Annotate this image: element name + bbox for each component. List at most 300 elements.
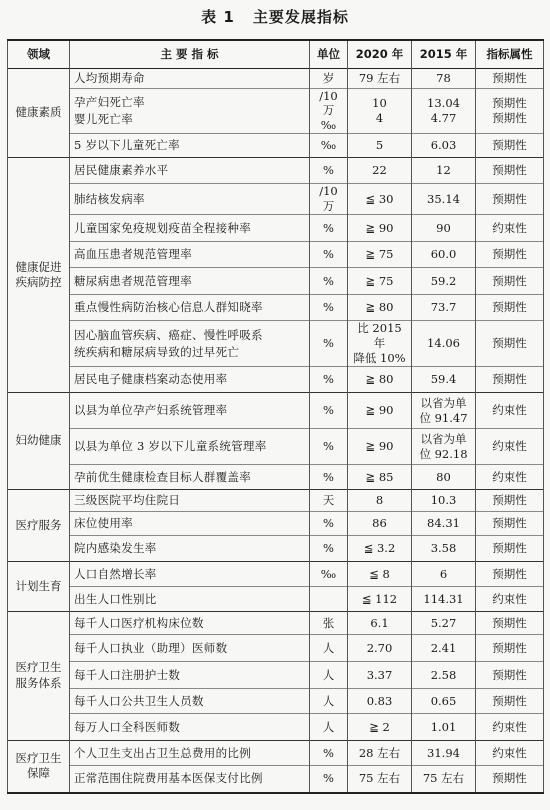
attribute-cell-line: 预期性 bbox=[492, 247, 527, 262]
indicator-cell bbox=[70, 184, 310, 215]
attribute-cell-line: 预期性 bbox=[492, 372, 527, 387]
attribute-cell bbox=[476, 490, 544, 512]
unit-cell bbox=[310, 321, 348, 367]
value-2020-cell bbox=[348, 134, 412, 158]
indicator-cell bbox=[70, 158, 310, 184]
table-row bbox=[8, 635, 544, 662]
value-2015-cell-line: 60.0 bbox=[430, 247, 457, 262]
table-row bbox=[8, 367, 544, 393]
indicator-cell-line: 重点慢性病防治核心信息人群知晓率 bbox=[74, 300, 263, 315]
unit-cell bbox=[310, 242, 348, 268]
unit-cell-line: % bbox=[323, 336, 334, 351]
value-2020-cell-line: ≧ 85 bbox=[365, 469, 394, 484]
indicator-cell-line: 每千人口医疗机构床位数 bbox=[74, 615, 204, 630]
value-2015-cell-line: 78 bbox=[436, 70, 451, 85]
value-2020-cell-line: 3.37 bbox=[366, 667, 393, 682]
value-2020-cell-line: ≧ 90 bbox=[365, 403, 394, 418]
indicator-cell-line: 院内感染发生率 bbox=[74, 541, 157, 556]
table-row bbox=[8, 536, 544, 562]
attribute-cell-line: 预期性 bbox=[492, 667, 527, 682]
value-2015-cell-line: 位 92.18 bbox=[419, 446, 468, 461]
domain-label-line2: 服务体系 bbox=[15, 676, 62, 690]
unit-cell bbox=[310, 766, 348, 793]
value-2015-cell bbox=[412, 242, 476, 268]
attribute-cell bbox=[476, 184, 544, 215]
attribute-cell-line: 预期性 bbox=[492, 163, 527, 178]
attribute-cell-line: 预期性 bbox=[492, 541, 527, 556]
value-2015-cell-line: 35.14 bbox=[427, 191, 460, 206]
indicator-cell bbox=[70, 741, 310, 766]
domain-cell bbox=[8, 490, 70, 562]
unit-cell bbox=[310, 714, 348, 741]
table-row bbox=[8, 465, 544, 490]
attribute-cell bbox=[476, 536, 544, 562]
value-2020-cell-line: 0.83 bbox=[366, 693, 393, 708]
value-2020-cell-line: ≦ 112 bbox=[361, 591, 398, 606]
attribute-cell bbox=[476, 429, 544, 465]
attribute-cell-line: 约束性 bbox=[492, 719, 527, 734]
indicator-cell bbox=[70, 134, 310, 158]
value-2015-cell-line: 2.58 bbox=[430, 667, 457, 682]
table-row bbox=[8, 587, 544, 612]
value-2015-cell bbox=[412, 635, 476, 662]
indicator-cell-line: 人均预期寿命 bbox=[74, 70, 145, 85]
value-2015-cell-line: 84.31 bbox=[427, 516, 460, 531]
indicator-cell bbox=[70, 714, 310, 741]
indicator-cell bbox=[70, 766, 310, 793]
attribute-cell bbox=[476, 134, 544, 158]
unit-cell bbox=[310, 367, 348, 393]
header-domain: 领域 bbox=[8, 40, 70, 68]
attribute-cell bbox=[476, 612, 544, 635]
value-2020-cell bbox=[348, 215, 412, 242]
attribute-cell bbox=[476, 215, 544, 242]
indicators-table bbox=[7, 39, 544, 794]
value-2020-cell-line: ≦ 3.2 bbox=[363, 541, 396, 556]
unit-cell bbox=[310, 88, 348, 134]
value-2020-cell-line: 75 左右 bbox=[358, 771, 401, 786]
value-2015-cell-line: 14.06 bbox=[427, 336, 460, 351]
value-2015-cell-line: 5.27 bbox=[430, 615, 457, 630]
domain-cell bbox=[8, 741, 70, 793]
table-row bbox=[8, 429, 544, 465]
table-title bbox=[0, 6, 550, 27]
value-2015-cell bbox=[412, 367, 476, 393]
indicator-cell bbox=[70, 268, 310, 295]
value-2015-cell-line: 6.03 bbox=[430, 138, 457, 153]
value-2015-cell bbox=[412, 741, 476, 766]
attribute-cell-line: 预期性 bbox=[492, 336, 527, 351]
value-2020-cell-line: 28 左右 bbox=[358, 745, 401, 760]
table-row bbox=[8, 321, 544, 367]
unit-cell bbox=[310, 536, 348, 562]
unit-cell bbox=[310, 134, 348, 158]
value-2020-cell bbox=[348, 184, 412, 215]
attribute-cell-line: 约束性 bbox=[492, 220, 527, 235]
table-row bbox=[8, 242, 544, 268]
unit-cell bbox=[310, 741, 348, 766]
indicator-cell bbox=[70, 393, 310, 429]
table-row bbox=[8, 158, 544, 184]
header-2020: 2020 年 bbox=[348, 40, 412, 68]
indicator-cell bbox=[70, 242, 310, 268]
unit-cell-line: ‰ bbox=[320, 118, 337, 133]
indicator-cell-line: 居民电子健康档案动态使用率 bbox=[74, 372, 228, 387]
value-2015-cell-line: 1.01 bbox=[430, 719, 457, 734]
indicator-cell bbox=[70, 512, 310, 536]
domain-label: 医疗卫生 bbox=[15, 660, 62, 675]
indicator-cell bbox=[70, 536, 310, 562]
domain-label: 健康促进 bbox=[15, 259, 62, 274]
value-2015-cell-line: 80 bbox=[436, 469, 451, 484]
indicator-cell bbox=[70, 68, 310, 88]
attribute-cell bbox=[476, 562, 544, 587]
header-attribute: 指标属性 bbox=[476, 40, 544, 68]
attribute-cell-line: 预期性 bbox=[492, 615, 527, 630]
value-2020-cell bbox=[348, 490, 412, 512]
unit-cell-line: ‰ bbox=[320, 566, 337, 581]
value-2015-cell-line: 6 bbox=[439, 566, 448, 581]
value-2020-cell-line: ≧ 90 bbox=[365, 439, 394, 454]
value-2020-cell-line: ≧ 75 bbox=[365, 247, 394, 262]
attribute-cell bbox=[476, 242, 544, 268]
attribute-cell bbox=[476, 587, 544, 612]
value-2015-cell bbox=[412, 184, 476, 215]
value-2015-cell bbox=[412, 295, 476, 321]
indicator-cell-line: 床位使用率 bbox=[74, 516, 133, 531]
unit-cell bbox=[310, 158, 348, 184]
value-2020-cell bbox=[348, 635, 412, 662]
table-row bbox=[8, 88, 544, 134]
table-header-row bbox=[8, 40, 544, 68]
indicator-cell bbox=[70, 587, 310, 612]
unit-cell-line: % bbox=[323, 439, 334, 454]
unit-cell-line: % bbox=[323, 220, 334, 235]
value-2020-cell bbox=[348, 367, 412, 393]
value-2015-cell-line: 以省为单 bbox=[420, 431, 467, 446]
value-2015-cell-line: 75 左右 bbox=[422, 771, 465, 786]
value-2015-cell bbox=[412, 88, 476, 134]
indicator-cell-line: 高血压患者规范管理率 bbox=[74, 247, 192, 262]
header-unit: 单位 bbox=[310, 40, 348, 68]
attribute-cell bbox=[476, 512, 544, 536]
table-row bbox=[8, 714, 544, 741]
value-2015-cell bbox=[412, 68, 476, 88]
attribute-cell bbox=[476, 88, 544, 134]
value-2015-cell bbox=[412, 587, 476, 612]
unit-cell-line: % bbox=[323, 403, 334, 418]
indicator-cell-line: 人口自然增长率 bbox=[74, 566, 157, 581]
attribute-cell bbox=[476, 393, 544, 429]
attribute-cell bbox=[476, 689, 544, 714]
indicator-cell-line: 正常范围住院费用基本医保支付比例 bbox=[74, 771, 263, 786]
value-2020-cell bbox=[348, 88, 412, 134]
value-2020-cell bbox=[348, 393, 412, 429]
table-row bbox=[8, 490, 544, 512]
value-2020-cell-line: ≧ 80 bbox=[365, 300, 394, 315]
indicator-cell-line: 个人卫生支出占卫生总费用的比例 bbox=[74, 745, 251, 760]
unit-cell bbox=[310, 562, 348, 587]
indicator-cell bbox=[70, 295, 310, 321]
value-2015-cell bbox=[412, 465, 476, 490]
value-2020-cell-line: 22 bbox=[372, 163, 387, 178]
value-2015-cell-line: 以省为单 bbox=[420, 395, 467, 410]
table-row bbox=[8, 215, 544, 242]
value-2015-cell bbox=[412, 158, 476, 184]
table-row bbox=[8, 184, 544, 215]
unit-cell bbox=[310, 68, 348, 88]
value-2020-cell-line: 2.70 bbox=[366, 640, 393, 655]
value-2020-cell-line: ≧ 2 bbox=[369, 719, 390, 734]
table-row bbox=[8, 741, 544, 766]
indicator-cell bbox=[70, 215, 310, 242]
indicator-cell-line: 每万人口全科医师数 bbox=[74, 719, 181, 734]
indicator-cell bbox=[70, 465, 310, 490]
value-2020-cell-line: ≦ 8 bbox=[369, 566, 390, 581]
value-2020-cell bbox=[348, 295, 412, 321]
value-2015-cell bbox=[412, 268, 476, 295]
indicator-cell-line: 每千人口公共卫生人员数 bbox=[74, 693, 204, 708]
value-2015-cell-line: 3.58 bbox=[430, 541, 457, 556]
indicator-cell-line: 糖尿病患者规范管理率 bbox=[74, 273, 192, 288]
value-2015-cell bbox=[412, 429, 476, 465]
indicator-cell-line: 以县为单位孕产妇系统管理率 bbox=[74, 403, 228, 418]
attribute-cell-line: 预期性 bbox=[492, 516, 527, 531]
unit-cell-line: 岁 bbox=[322, 70, 335, 85]
indicator-cell-line: 三级医院平均住院日 bbox=[74, 493, 181, 508]
table-row bbox=[8, 512, 544, 536]
attribute-cell-line: 约束性 bbox=[492, 591, 527, 606]
unit-cell bbox=[310, 184, 348, 215]
value-2020-cell-line: 降低 10% bbox=[353, 351, 406, 366]
value-2020-cell bbox=[348, 429, 412, 465]
attribute-cell-line: 预期性 bbox=[492, 693, 527, 708]
value-2020-cell bbox=[348, 612, 412, 635]
value-2020-cell bbox=[348, 158, 412, 184]
attribute-cell bbox=[476, 68, 544, 88]
unit-cell-line: % bbox=[323, 300, 334, 315]
domain-cell bbox=[8, 158, 70, 393]
attribute-cell-line: 预期性 bbox=[492, 273, 527, 288]
value-2015-cell-line: 10.3 bbox=[430, 493, 457, 508]
indicator-cell bbox=[70, 88, 310, 134]
unit-cell-line: 人 bbox=[322, 719, 335, 734]
table-body bbox=[8, 68, 544, 793]
value-2020-cell bbox=[348, 741, 412, 766]
indicator-cell-line: 出生人口性别比 bbox=[74, 591, 157, 606]
table-row bbox=[8, 662, 544, 689]
indicator-cell-line: 肺结核发病率 bbox=[74, 191, 145, 206]
value-2020-cell-line: 10 bbox=[372, 95, 387, 110]
indicator-cell-line: 婴儿死亡率 bbox=[74, 111, 133, 126]
indicator-cell-line: 孕产妇死亡率 bbox=[74, 95, 145, 110]
value-2020-cell bbox=[348, 321, 412, 367]
header-2015: 2015 年 bbox=[412, 40, 476, 68]
indicator-cell bbox=[70, 635, 310, 662]
unit-cell bbox=[310, 512, 348, 536]
value-2020-cell bbox=[348, 662, 412, 689]
attribute-cell-line: 预期性 bbox=[492, 110, 527, 125]
domain-label-line2: 保障 bbox=[27, 766, 50, 781]
indicator-cell-line: 统疾病和糖尿病导致的过早死亡 bbox=[74, 344, 240, 359]
indicator-cell bbox=[70, 321, 310, 367]
attribute-cell-line: 预期性 bbox=[492, 640, 527, 655]
value-2020-cell bbox=[348, 562, 412, 587]
unit-cell-line: ‰ bbox=[320, 138, 337, 153]
attribute-cell bbox=[476, 766, 544, 793]
value-2020-cell-line: 5 bbox=[375, 138, 384, 153]
value-2015-cell bbox=[412, 512, 476, 536]
value-2020-cell bbox=[348, 465, 412, 490]
value-2015-cell bbox=[412, 662, 476, 689]
attribute-cell-line: 预期性 bbox=[492, 300, 527, 315]
unit-cell-line: 人 bbox=[322, 693, 335, 708]
indicator-cell bbox=[70, 612, 310, 635]
value-2015-cell bbox=[412, 134, 476, 158]
attribute-cell-line: 预期性 bbox=[492, 138, 527, 153]
indicator-cell bbox=[70, 562, 310, 587]
attribute-cell-line: 约束性 bbox=[492, 439, 527, 454]
attribute-cell bbox=[476, 268, 544, 295]
indicator-cell-line: 每千人口注册护士数 bbox=[74, 667, 181, 682]
value-2015-cell-line: 31.94 bbox=[427, 745, 460, 760]
value-2020-cell bbox=[348, 689, 412, 714]
unit-cell-line: 人 bbox=[322, 640, 335, 655]
attribute-cell bbox=[476, 662, 544, 689]
unit-cell bbox=[310, 635, 348, 662]
value-2015-cell-line: 位 91.47 bbox=[419, 410, 468, 425]
attribute-cell-line: 约束性 bbox=[492, 403, 527, 418]
indicator-cell bbox=[70, 367, 310, 393]
unit-cell bbox=[310, 295, 348, 321]
value-2015-cell-line: 4.77 bbox=[430, 110, 457, 125]
attribute-cell bbox=[476, 635, 544, 662]
value-2020-cell bbox=[348, 766, 412, 793]
value-2015-cell-line: 12 bbox=[436, 163, 451, 178]
value-2015-cell bbox=[412, 536, 476, 562]
value-2020-cell-line: ≧ 80 bbox=[365, 372, 394, 387]
value-2015-cell-line: 114.31 bbox=[423, 591, 464, 606]
value-2020-cell-line: 4 bbox=[375, 110, 384, 125]
attribute-cell-line: 预期性 bbox=[492, 566, 527, 581]
attribute-cell bbox=[476, 367, 544, 393]
value-2020-cell-line: 比 2015 年 bbox=[357, 321, 402, 351]
unit-cell-line: /10 万 bbox=[319, 88, 338, 118]
attribute-cell bbox=[476, 741, 544, 766]
indicator-cell-line: 5 岁以下儿童死亡率 bbox=[74, 138, 180, 153]
table-row bbox=[8, 134, 544, 158]
value-2015-cell bbox=[412, 562, 476, 587]
table-number: 表 1 bbox=[201, 8, 235, 26]
value-2015-cell bbox=[412, 215, 476, 242]
value-2015-cell-line: 59.2 bbox=[430, 273, 457, 288]
table-row bbox=[8, 562, 544, 587]
value-2020-cell-line: 86 bbox=[372, 516, 387, 531]
indicator-cell-line: 因心脑血管疾病、癌症、慢性呼吸系 bbox=[74, 327, 263, 342]
table-row bbox=[8, 68, 544, 88]
unit-cell-line: % bbox=[323, 745, 334, 760]
domain-label: 健康素质 bbox=[15, 105, 62, 120]
attribute-cell-line: 预期性 bbox=[492, 771, 527, 786]
value-2020-cell-line: 8 bbox=[375, 493, 384, 508]
domain-label: 计划生育 bbox=[15, 578, 62, 593]
attribute-cell-line: 预期性 bbox=[492, 95, 527, 110]
indicator-cell-line: 儿童国家免疫规划疫苗全程接种率 bbox=[74, 220, 251, 235]
attribute-cell bbox=[476, 465, 544, 490]
value-2015-cell bbox=[412, 714, 476, 741]
value-2020-cell bbox=[348, 268, 412, 295]
indicator-cell bbox=[70, 490, 310, 512]
value-2015-cell bbox=[412, 490, 476, 512]
unit-cell-line: % bbox=[323, 541, 334, 556]
attribute-cell-line: 约束性 bbox=[492, 469, 527, 484]
value-2020-cell bbox=[348, 714, 412, 741]
unit-cell-line: % bbox=[323, 516, 334, 531]
unit-cell-line: 天 bbox=[322, 493, 335, 508]
domain-cell bbox=[8, 612, 70, 741]
unit-cell-line: % bbox=[323, 247, 334, 262]
indicator-cell-line: 居民健康素养水平 bbox=[74, 163, 169, 178]
domain-label: 医疗卫生 bbox=[15, 750, 62, 765]
value-2020-cell bbox=[348, 512, 412, 536]
unit-cell-line: 张 bbox=[322, 615, 335, 630]
unit-cell bbox=[310, 662, 348, 689]
unit-cell-line: 人 bbox=[322, 667, 335, 682]
attribute-cell bbox=[476, 714, 544, 741]
indicator-cell-line: 每千人口执业（助理）医师数 bbox=[74, 640, 228, 655]
indicator-cell-line: 孕前优生健康检查目标人群覆盖率 bbox=[74, 469, 251, 484]
domain-label-line2: 疾病防控 bbox=[15, 275, 62, 290]
value-2020-cell bbox=[348, 536, 412, 562]
value-2015-cell bbox=[412, 321, 476, 367]
indicator-cell-line: 以县为单位 3 岁以下儿童系统管理率 bbox=[74, 439, 267, 454]
unit-cell bbox=[310, 393, 348, 429]
attribute-cell bbox=[476, 321, 544, 367]
value-2020-cell-line: ≧ 75 bbox=[365, 273, 394, 288]
value-2015-cell bbox=[412, 689, 476, 714]
domain-label: 医疗服务 bbox=[15, 517, 62, 532]
table-row bbox=[8, 766, 544, 793]
value-2020-cell-line: 6.1 bbox=[370, 615, 389, 630]
domain-cell bbox=[8, 393, 70, 490]
domain-cell bbox=[8, 562, 70, 612]
value-2020-cell bbox=[348, 587, 412, 612]
indicator-cell bbox=[70, 662, 310, 689]
unit-cell-line: /10 万 bbox=[319, 184, 338, 214]
value-2020-cell bbox=[348, 68, 412, 88]
value-2015-cell bbox=[412, 393, 476, 429]
attribute-cell bbox=[476, 295, 544, 321]
unit-cell-line: % bbox=[323, 163, 334, 178]
unit-cell bbox=[310, 689, 348, 714]
value-2020-cell-line: 79 左右 bbox=[358, 70, 401, 85]
value-2015-cell-line: 73.7 bbox=[430, 300, 457, 315]
unit-cell-line: % bbox=[323, 273, 334, 288]
table-row bbox=[8, 393, 544, 429]
header-indicator: 主 要 指 标 bbox=[70, 40, 310, 68]
value-2015-cell-line: 2.41 bbox=[430, 640, 457, 655]
value-2015-cell-line: 59.4 bbox=[430, 372, 457, 387]
value-2020-cell bbox=[348, 242, 412, 268]
unit-cell bbox=[310, 612, 348, 635]
domain-cell bbox=[8, 68, 70, 158]
value-2015-cell-line: 13.04 bbox=[427, 95, 460, 110]
table-row bbox=[8, 295, 544, 321]
unit-cell bbox=[310, 465, 348, 490]
indicator-cell bbox=[70, 429, 310, 465]
attribute-cell bbox=[476, 158, 544, 184]
table-row bbox=[8, 612, 544, 635]
